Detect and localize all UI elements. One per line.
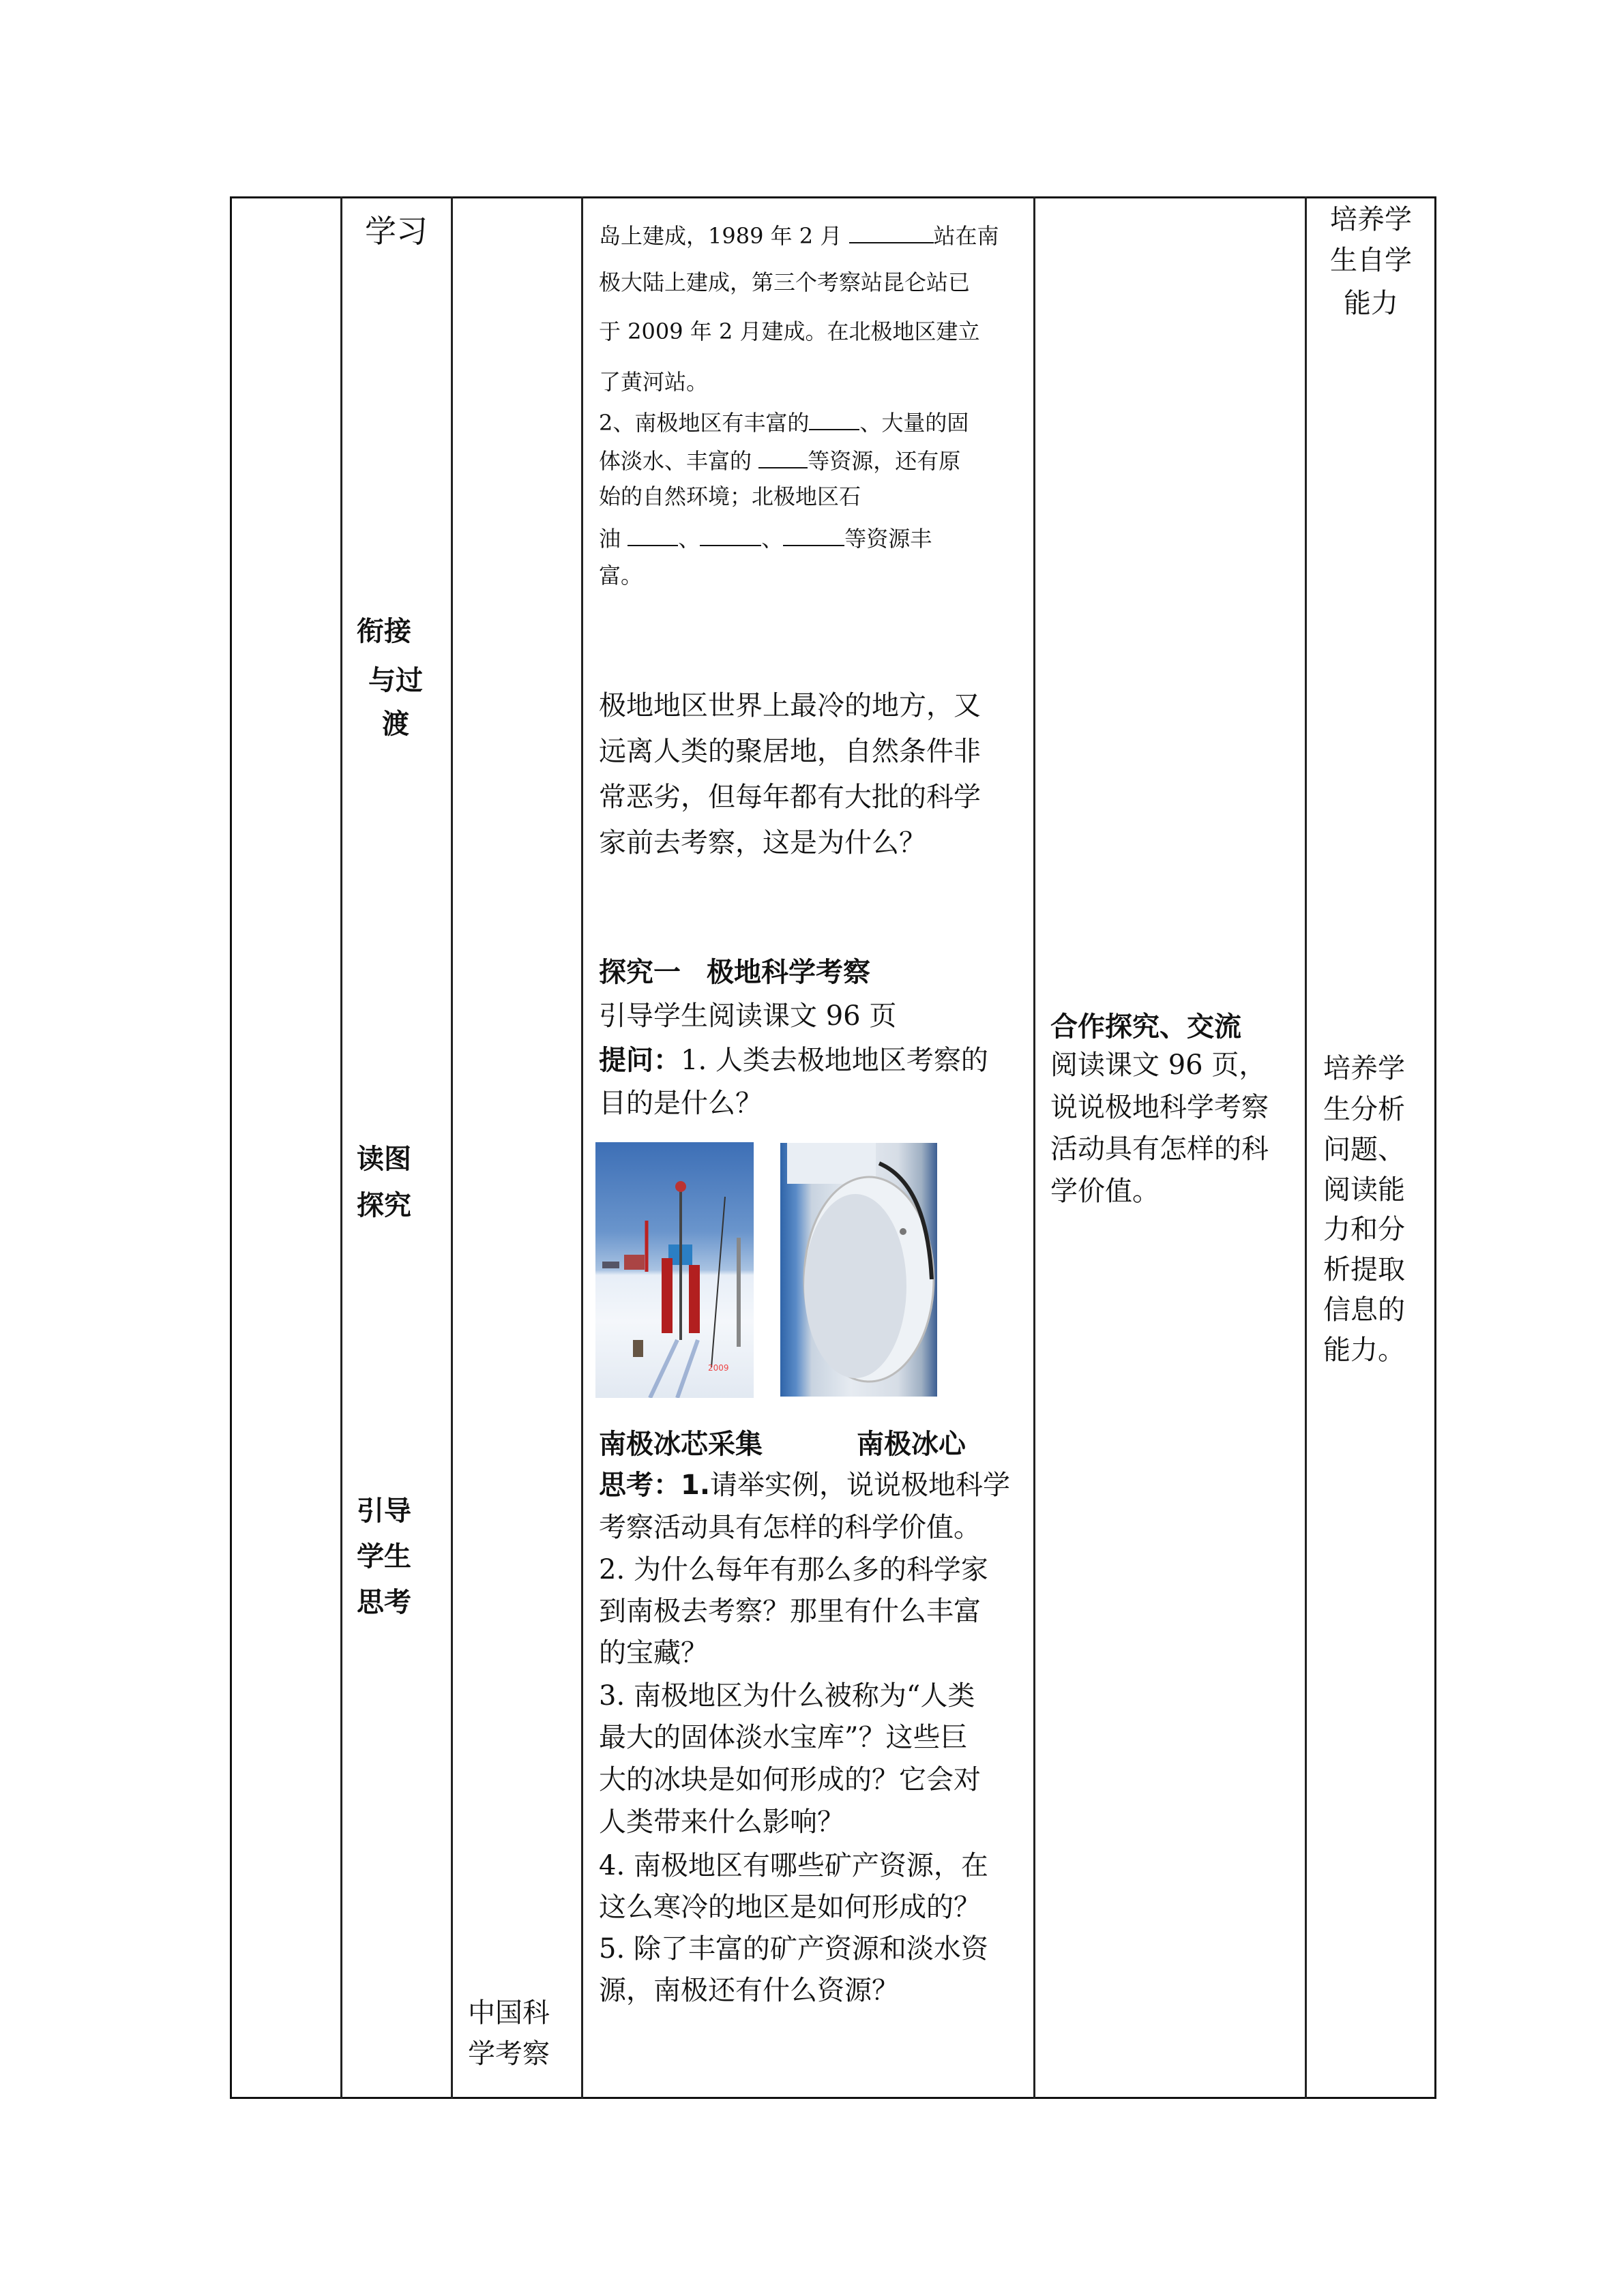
goal-line: 生自学 [1330, 245, 1412, 276]
think-text: 请举实例，说说极地科学 [710, 1470, 1011, 1501]
answer-blank[interactable] [783, 525, 844, 546]
fill-in-text: 、大量的固 [859, 409, 969, 436]
ask-line [599, 1047, 988, 1074]
fill-in-text: 等资源，还有原 [808, 447, 961, 474]
activity-line: 活动具有怎样的科 [1050, 1133, 1269, 1165]
goal-line: 析提取 [1323, 1254, 1405, 1285]
stage-label-guide-3: 思考 [357, 1587, 411, 1618]
goal-line: 能力。 [1323, 1335, 1405, 1366]
fill-in-text: 、 [761, 525, 784, 552]
answer-blank[interactable] [849, 222, 934, 243]
stage-label-transition-2: 与过 [368, 665, 423, 696]
column-divider [581, 196, 583, 2099]
ice-core-collection-photo [595, 1142, 754, 1398]
ask-label: 提问： [599, 1045, 681, 1076]
stage-label-guide-1: 引导 [357, 1495, 411, 1527]
antarctic-drilling-scene-icon [595, 1142, 754, 1398]
content-label-2: 学考察 [468, 2038, 550, 2070]
stage-label-read-map-1: 读图 [357, 1144, 411, 1175]
think-line: 4. 南极地区有哪些矿产资源，在 [599, 1850, 988, 1881]
goal-line: 能力 [1344, 288, 1398, 319]
activity-line: 说说极地科学考察 [1050, 1092, 1269, 1123]
ice-core-cylinder-icon [780, 1143, 937, 1397]
stage-label-read-map-2: 探究 [357, 1190, 411, 1221]
fill-in-text: 油 [599, 525, 628, 552]
fill-in-line-7: 始的自然环境；北极地区石 [599, 483, 861, 509]
stage-label-study: 学习 [365, 213, 428, 250]
think-line: 大的冰块是如何形成的？它会对 [599, 1764, 981, 1795]
answer-blank[interactable] [700, 525, 761, 546]
fill-in-text: 岛上建成，1989 年 2 月 [599, 222, 849, 249]
think-line: 人类带来什么影响？ [599, 1806, 844, 1838]
think-line: 到南极去考察？那里有什么丰富 [599, 1596, 981, 1627]
activity-line: 学价值。 [1050, 1176, 1160, 1207]
inquiry-subject: 极地科学考察 [707, 957, 870, 988]
think-number: 1. [681, 1470, 711, 1501]
fill-in-line-4: 了黄河站。 [599, 369, 709, 395]
activity-title: 合作探究、交流 [1050, 1011, 1241, 1043]
think-line: 考察活动具有怎样的科学价值。 [599, 1512, 981, 1543]
ask-line-2: 目的是什么？ [599, 1088, 763, 1119]
guide-read-text: 引导学生阅读课文 96 页 [599, 1000, 897, 1032]
stage-label-guide-2: 学生 [357, 1541, 411, 1572]
think-line: 2. 为什么每年有那么多的科学家 [599, 1554, 988, 1585]
inquiry-title: 探究一 [599, 957, 681, 988]
goal-line: 力和分 [1323, 1214, 1405, 1245]
photo-caption-2: 南极冰心 [857, 1429, 966, 1460]
think-line: 源，南极还有什么资源？ [599, 1975, 899, 2006]
column-divider [340, 196, 342, 2099]
fill-in-line-5 [599, 409, 969, 434]
goal-line: 问题、 [1323, 1134, 1405, 1165]
fill-in-line-1 [599, 222, 999, 247]
stage-label-transition-3: 渡 [382, 709, 409, 740]
goal-line: 培养学 [1330, 204, 1412, 235]
fill-in-text: 体淡水、丰富的 [599, 447, 759, 474]
think-line: 的宝藏？ [599, 1637, 708, 1669]
question-line: 远离人类的聚居地，自然条件非 [599, 736, 981, 767]
think-line: 最大的固体淡水宝库”？这些巨 [599, 1722, 968, 1753]
fill-in-text: 等资源丰 [844, 525, 932, 552]
answer-blank[interactable] [809, 409, 859, 430]
think-line: 这么寒冷的地区是如何形成的？ [599, 1892, 981, 1923]
fill-in-line-8 [599, 525, 932, 550]
goal-line: 信息的 [1323, 1294, 1405, 1326]
fill-in-text: 、 [678, 525, 700, 552]
goal-line: 阅读能 [1323, 1174, 1405, 1206]
think-line: 5. 除了丰富的矿产资源和淡水资 [599, 1933, 988, 1965]
content-label-1: 中国科 [468, 1997, 550, 2029]
goal-line: 生分析 [1323, 1094, 1405, 1125]
fill-in-line-3: 于 2009 年 2 月建成。在北极地区建立 [599, 318, 980, 344]
column-divider [451, 196, 453, 2099]
fill-in-text: 站在南 [933, 222, 999, 249]
antarctic-ice-core-photo [780, 1143, 937, 1397]
answer-blank[interactable] [758, 447, 808, 468]
think-label: 思考： [599, 1470, 681, 1501]
column-divider [1033, 196, 1035, 2099]
think-line [599, 1472, 1010, 1499]
question-line: 常恶劣，但每年都有大批的科学 [599, 781, 981, 813]
fill-in-line-9: 富。 [599, 563, 643, 588]
stage-label-transition-1: 衔接 [357, 616, 411, 647]
question-line: 极地地区世界上最冷的地方，又 [599, 690, 981, 721]
activity-line: 阅读课文 96 页， [1050, 1049, 1267, 1081]
question-line: 家前去考察，这是为什么？ [599, 827, 926, 859]
answer-blank[interactable] [628, 525, 678, 546]
svg-text:2009: 2009 [708, 1363, 729, 1373]
column-divider [1305, 196, 1307, 2099]
goal-line: 培养学 [1323, 1053, 1405, 1084]
fill-in-line-6 [599, 447, 960, 472]
photo-caption-1: 南极冰芯采集 [599, 1429, 763, 1460]
fill-in-line-2: 极大陆上建成，第三个考察站昆仑站已 [599, 269, 971, 295]
fill-in-text: 2、南极地区有丰富的 [599, 409, 810, 436]
think-line: 3. 南极地区为什么被称为“人类 [599, 1680, 975, 1712]
ask-text: 1. 人类去极地地区考察的 [681, 1045, 988, 1076]
